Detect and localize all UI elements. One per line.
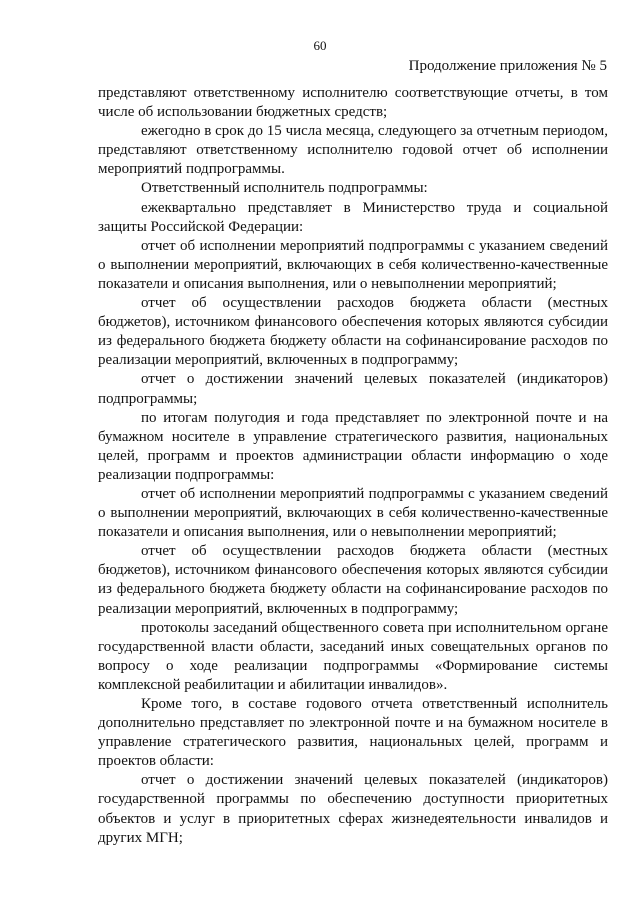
page-number: 60 — [313, 38, 327, 53]
paragraph: отчет об исполнении мероприятий подпрограммы с указанием сведений о выполнении мероприятий, включающих в себя количественно-качественные показатели и описания выполнения, или о невыполнении мероприятий; — [98, 485, 608, 541]
paragraph: отчет об осуществлении расходов бюджета области (местных бюджетов), источником финансового обеспечения которых являются субсидии из федерального бюджета бюджету области на софинансирование расходов по реализации мероприятий, включенных в подпрограмму; — [98, 543, 608, 617]
paragraph: протоколы заседаний общественного совета при исполнительном органе государственной власти области, заседаний иных совещательных органов по вопросу о ходе реализации подпрограммы «Формирование системы комплексной реабилитации и абилитации инвалидов». — [98, 619, 608, 693]
paragraph: Кроме того, в составе годового отчета ответственный исполнитель дополнительно представляет по электронной почте и на бумажном носителе в управление стратегического развития, национальных целей, программ и проектов области: — [98, 696, 608, 770]
paragraph: представляют ответственному исполнителю соответствующие отчеты, в том числе об использовании бюджетных средств; — [98, 85, 608, 121]
appendix-continuation-note: Продолжение приложения № 5 — [408, 58, 607, 74]
paragraph: отчет о достижении значений целевых показателей (индикаторов) государственной программы по обеспечению доступности приоритетных объектов и услуг в приоритетных сферах жизнедеятельности инвалидов и других МГН; — [98, 772, 608, 846]
document-body — [98, 84, 608, 848]
paragraph: отчет о достижении значений целевых показателей (индикаторов) подпрограммы; — [98, 371, 608, 407]
paragraph: отчет об осуществлении расходов бюджета области (местных бюджетов), источником финансового обеспечения которых являются субсидии из федерального бюджета бюджету области на софинансирование расходов по реализации мероприятий, включенных в подпрограмму; — [98, 295, 608, 369]
paragraph: по итогам полугодия и года представляет по электронной почте и на бумажном носителе в управление стратегического развития, национальных целей, программ и проектов администрации области информацию о ходе реализации подпрограммы: — [98, 409, 608, 483]
paragraph: Ответственный исполнитель подпрограммы: — [141, 180, 428, 197]
paragraph: отчет об исполнении мероприятий подпрограммы с указанием сведений о выполнении мероприятий, включающих в себя количественно-качественные показатели и описания выполнения, или о невыполнении мероприятий; — [98, 237, 608, 292]
paragraph: ежегодно в срок до 15 числа месяца, следующего за отчетным периодом, представляют ответственному исполнителю годовой отчет об исполнении мероприятий подпрограммы. — [98, 123, 608, 178]
paragraph: ежеквартально представляет в Министерство труда и социальной защиты Российской Федерации: — [98, 199, 608, 235]
